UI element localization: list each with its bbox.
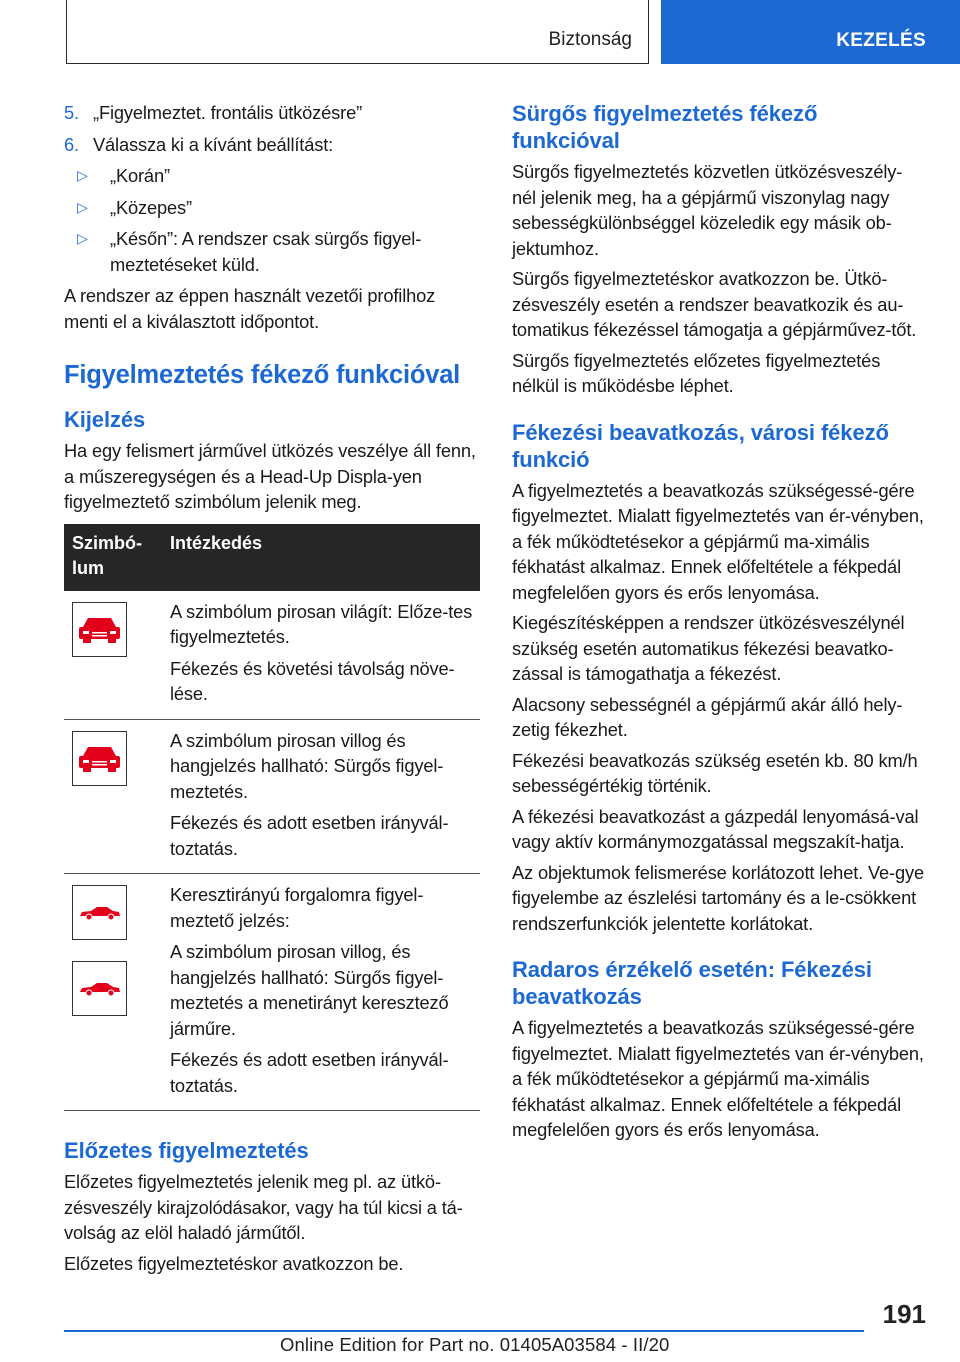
option-text: „Korán”: [110, 165, 170, 186]
header-chapter-title: KEZELÉS: [836, 30, 926, 51]
table-cell-action: [170, 599, 480, 713]
car-side-red-icon: [72, 885, 127, 940]
section-title-elozetes: Előzetes figyelmeztetés: [64, 1138, 309, 1163]
section-title-urgent-warning: Sürgős figyelmeztetés fékező funkcióval: [512, 101, 818, 153]
header-section-title: Biztonság: [548, 29, 632, 50]
page-number: 191: [882, 1299, 926, 1329]
step-item: [64, 132, 480, 158]
car-warning-red-icon: [72, 731, 127, 786]
step-number: 6.: [64, 133, 79, 155]
urgent-text-2: Sürgős figyelmeztetéskor avatkozzon be. Ütkö-zésveszély esetén a rendszer beavatkozik és au-tomatikus fékezéssel támogatja a gépjárművez-tőt.: [512, 268, 917, 340]
step-number: 5.: [64, 102, 79, 123]
table-row: [64, 874, 480, 1111]
step-text: Válassza ki a kívánt beállítást:: [93, 133, 334, 155]
section-title-brake-intervention: Fékezési beavatkozás, városi fékező funkció: [512, 419, 889, 472]
table-cell-action: [170, 882, 480, 1104]
action-text: A szimbólum pirosan világít: Előze-tes figyelmeztetés.: [170, 600, 473, 647]
profile-note: A rendszer az éppen használt vezetői profilhoz menti el a kiválasztott időpontot.: [64, 285, 436, 332]
car-warning-red-icon: [72, 602, 127, 657]
brake-text-1: A figyelmeztetés a beavatkozás szükségessé-gére figyelmeztet. Mialatt figyelmeztetés van ér-vényben, a fék működtetésekor a gépjármű ma-ximális fékhatást alkalmaz. Ennek előfeltétele a fékpedál megfelelően gyors és erős lenyomása.: [512, 479, 924, 603]
symbol-table: [64, 524, 480, 1112]
urgent-text-3: Sürgős figyelmeztetés előzetes figyelmeztetés nélkül is működésbe léphet.: [512, 349, 881, 396]
action-text: Fékezés és követési távolság növe-lése.: [170, 657, 455, 704]
footer-divider: [64, 1330, 864, 1332]
brake-text-3: Alacsony sebességnél a gépjármű akár álló hely-zetig fékezhet.: [512, 693, 903, 740]
action-text: A szimbólum pirosan villog, és hangjelzés hallható: Sürgős figyel-meztetés a menetirányt keresztező járműre.: [170, 941, 449, 1039]
right-column: [512, 100, 926, 1148]
table-cell-action: [170, 728, 480, 868]
option-text: „Közepes”: [110, 196, 192, 218]
elozetes-text-2: Előzetes figyelmeztetéskor avatkozzon be.: [64, 1252, 404, 1274]
left-column: [64, 100, 480, 1281]
brake-text-5: A fékezési beavatkozást a gázpedál lenyomásá-val vagy aktív kormánymozgatással megszakít-hatja.: [512, 805, 919, 852]
section-title-kijelzes: Kijelzés: [64, 407, 146, 432]
table-header-action: Intézkedés: [170, 532, 263, 553]
table-cell-symbol: [64, 728, 170, 868]
table-cell-symbol: [64, 882, 170, 1104]
table-row: [64, 591, 480, 720]
table-row: [64, 720, 480, 875]
option-item: [64, 195, 480, 221]
action-text: Fékezés és adott esetben irányvál-toztatás.: [170, 1049, 449, 1096]
header-section-box: [66, 0, 649, 64]
header-chapter-tab: [661, 0, 960, 64]
section-title-radar-brake: Radaros érzékelő esetén: Fékezési beavatkozás: [512, 957, 872, 1009]
table-header-symbol: Szimbó-lum: [72, 532, 142, 578]
brake-text-6: Az objektumok felismerése korlátozott lehet. Ve-gye figyelembe az észlelési tartomány és a le-csökkent rendszerfunkciók jelentette korlátokat.: [512, 861, 925, 934]
table-header: [64, 524, 480, 591]
elozetes-text-1: Előzetes figyelmeztetés jelenik meg pl. az ütkö-zésveszély kirajzolódásakor, vagy ha túl kicsi a tá-volság az elöl haladó járműtől.: [64, 1171, 463, 1243]
section-title-main: Figyelmeztetés fékező funkcióval: [64, 361, 461, 389]
table-cell-symbol: [64, 599, 170, 713]
action-text: A szimbólum pirosan villog és hangjelzés hallható: Sürgős figyel-meztetés.: [170, 729, 444, 802]
triangle-bullet-icon: ▷: [77, 198, 88, 215]
action-text: Fékezés és adott esetben irányvál-toztatás.: [170, 812, 449, 859]
radar-text-1: A figyelmeztetés a beavatkozás szükségessé-gére figyelmeztet. Mialatt figyelmeztetés van ér-vényben, a fék működtetésekor a gépjármű ma-ximális fékhatást alkalmaz. Ennek előfeltétele a fékpedál megfelelően gyors és erős lenyomása.: [512, 1017, 924, 1140]
footer-edition: Online Edition for Part no. 01405A03584 - II/20: [280, 1334, 670, 1355]
option-item: [64, 226, 480, 277]
urgent-text-1: Sürgős figyelmeztetés közvetlen ütközésveszély-nél jelenik meg, ha a gépjármű viszonylag nagy sebességkülönbséggel közeledik egy másik ob-jektumhoz.: [512, 161, 903, 259]
step-text: „Figyelmeztet. frontális ütközésre”: [93, 102, 363, 123]
triangle-bullet-icon: ▷: [77, 167, 88, 183]
car-side-red-icon: [72, 961, 127, 1016]
option-text: „Későn”: A rendszer csak sürgős figyel-meztetéseket küld.: [110, 228, 422, 275]
option-item: [64, 163, 480, 189]
triangle-bullet-icon: ▷: [77, 230, 88, 246]
brake-text-2: Kiegészítésképpen a rendszer ütközésveszélynél szükség esetén automatikus fékezési beavatko-zással is támogathatja a fékezést.: [512, 612, 905, 684]
step-item: [64, 100, 480, 126]
kijelzes-text: Ha egy felismert járművel ütközés veszélye áll fenn, a műszeregységen és a Head-Up Displa-yen figyelmeztető szimbólum jelenik meg.: [64, 440, 476, 512]
brake-text-4: Fékezési beavatkozás szükség esetén kb. 80 km/h sebességértékig történik.: [512, 749, 918, 796]
action-text: Keresztirányú forgalomra figyel-meztető jelzés:: [170, 884, 424, 931]
